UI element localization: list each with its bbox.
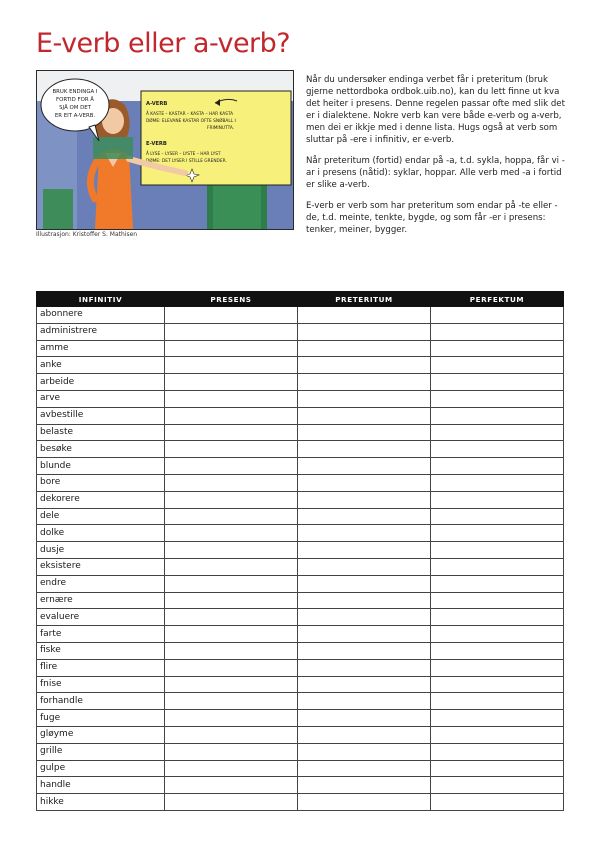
table-row [37, 525, 564, 542]
header-presens: PRESENS [165, 292, 298, 307]
presens-answer-cell[interactable] [165, 794, 298, 811]
preteritum-answer-cell[interactable] [298, 307, 431, 324]
preteritum-answer-cell[interactable] [298, 323, 431, 340]
presens-answer-cell[interactable] [165, 558, 298, 575]
table-row [37, 743, 564, 760]
table-row [37, 592, 564, 609]
perfektum-answer-cell[interactable] [431, 575, 564, 592]
presens-answer-cell[interactable] [165, 508, 298, 525]
infinitive-cell: arve [37, 390, 165, 407]
perfektum-answer-cell[interactable] [431, 626, 564, 643]
perfektum-answer-cell[interactable] [431, 693, 564, 710]
table-row [37, 441, 564, 458]
table-row [37, 659, 564, 676]
perfektum-answer-cell[interactable] [431, 508, 564, 525]
perfektum-answer-cell[interactable] [431, 777, 564, 794]
preteritum-answer-cell[interactable] [298, 542, 431, 559]
perfektum-answer-cell[interactable] [431, 307, 564, 324]
board-a-heading: A-VERB [146, 101, 168, 107]
paragraph-e-verb: E-verb er verb som har preteritum som endar på -te eller -de, t.d. meinte, tenkte, bygde, og som får -er i presens: tenker, meiner, bygger. [306, 201, 558, 235]
header-preteritum: PRETERITUM [298, 292, 431, 307]
table-row [37, 542, 564, 559]
perfektum-answer-cell[interactable] [431, 659, 564, 676]
preteritum-answer-cell[interactable] [298, 642, 431, 659]
paragraph-rule: Når du undersøker endinga verbet får i preteritum (bruk gjerne nettordboka ordbok.uib.no), kan du lett finne ut kva det heiter i presens. Denne regelen passar ofte med slik det er i dialektene. Nokre verb kan vere både e-verb og a-verb, men dei er ikkje med i denne lista. Hugs også at verb som sluttar på -ere i infinitiv, er e-verb. [306, 75, 565, 145]
comic-illustration [36, 70, 294, 230]
infinitive-cell: dolke [37, 525, 165, 542]
perfektum-answer-cell[interactable] [431, 642, 564, 659]
presens-answer-cell[interactable] [165, 458, 298, 475]
table-row [37, 676, 564, 693]
board-a-line1: Å KASTE – KASTAR – KASTA – HAR KASTA [146, 112, 234, 117]
perfektum-answer-cell[interactable] [431, 390, 564, 407]
presens-answer-cell[interactable] [165, 592, 298, 609]
table-row [37, 642, 564, 659]
perfektum-answer-cell[interactable] [431, 407, 564, 424]
table-row [37, 626, 564, 643]
presens-answer-cell[interactable] [165, 642, 298, 659]
page-title: E-verb eller a-verb? [36, 28, 291, 59]
table-row [37, 710, 564, 727]
header-perfektum: PERFEKTUM [431, 292, 564, 307]
presens-answer-cell[interactable] [165, 760, 298, 777]
infinitive-cell: amme [37, 340, 165, 357]
preteritum-answer-cell[interactable] [298, 777, 431, 794]
infinitive-cell: fnise [37, 676, 165, 693]
infinitive-cell: eksistere [37, 558, 165, 575]
presens-answer-cell[interactable] [165, 491, 298, 508]
infinitive-cell: evaluere [37, 609, 165, 626]
preteritum-answer-cell[interactable] [298, 693, 431, 710]
infinitive-cell: anke [37, 357, 165, 374]
infinitive-cell: besøke [37, 441, 165, 458]
board-e-line1: Å LYSE – LYSER – LYSTE – HAR LYST [146, 152, 221, 157]
infinitive-cell: endre [37, 575, 165, 592]
preteritum-answer-cell[interactable] [298, 676, 431, 693]
infinitive-cell: grille [37, 743, 165, 760]
board-a-line3: FRIMINUTTA. [207, 126, 235, 131]
table-row [37, 558, 564, 575]
infinitive-cell: dekorere [37, 491, 165, 508]
infinitive-cell: gulpe [37, 760, 165, 777]
presens-answer-cell[interactable] [165, 525, 298, 542]
perfektum-answer-cell[interactable] [431, 525, 564, 542]
infinitive-cell: administrere [37, 323, 165, 340]
table-row [37, 474, 564, 491]
infinitive-cell: fuge [37, 710, 165, 727]
perfektum-answer-cell[interactable] [431, 710, 564, 727]
table-row [37, 424, 564, 441]
perfektum-answer-cell[interactable] [431, 374, 564, 391]
illustration-credit: Illustrasjon: Kristoffer S. Mathisen [36, 231, 138, 238]
preteritum-answer-cell[interactable] [298, 760, 431, 777]
preteritum-answer-cell[interactable] [298, 458, 431, 475]
table-row [37, 760, 564, 777]
table-row [37, 357, 564, 374]
bubble-line4: ER EIT A-VERB. [54, 113, 96, 119]
presens-answer-cell[interactable] [165, 777, 298, 794]
table-row [37, 794, 564, 811]
infinitive-cell: dele [37, 508, 165, 525]
preteritum-answer-cell[interactable] [298, 474, 431, 491]
table-row [37, 609, 564, 626]
presens-answer-cell[interactable] [165, 726, 298, 743]
presens-answer-cell[interactable] [165, 424, 298, 441]
perfektum-answer-cell[interactable] [431, 340, 564, 357]
paragraph-a-verb: Når preteritum (fortid) endar på -a, t.d. sykla, hoppa, får vi -ar i presens (nåtid): syklar, hoppar. Alle verb med -a i fortid er slike a-verb. [306, 156, 565, 190]
presens-answer-cell[interactable] [165, 441, 298, 458]
perfektum-answer-cell[interactable] [431, 542, 564, 559]
bubble-line1: BRUK ENDINGA I [52, 89, 98, 95]
verb-table [36, 291, 564, 811]
presens-answer-cell[interactable] [165, 407, 298, 424]
chair [43, 189, 73, 229]
preteritum-answer-cell[interactable] [298, 508, 431, 525]
preteritum-answer-cell[interactable] [298, 710, 431, 727]
table-row [37, 390, 564, 407]
table-row [37, 777, 564, 794]
presens-answer-cell[interactable] [165, 676, 298, 693]
presens-answer-cell[interactable] [165, 575, 298, 592]
preteritum-answer-cell[interactable] [298, 340, 431, 357]
perfektum-answer-cell[interactable] [431, 474, 564, 491]
board-e-heading: E-VERB [146, 141, 167, 147]
infinitive-cell: ernære [37, 592, 165, 609]
table-row [37, 323, 564, 340]
presens-answer-cell[interactable] [165, 743, 298, 760]
preteritum-answer-cell[interactable] [298, 357, 431, 374]
preteritum-answer-cell[interactable] [298, 575, 431, 592]
presens-answer-cell[interactable] [165, 710, 298, 727]
table-row [37, 726, 564, 743]
header-infinitiv: INFINITIV [37, 292, 165, 307]
presens-answer-cell[interactable] [165, 659, 298, 676]
perfektum-answer-cell[interactable] [431, 743, 564, 760]
preteritum-answer-cell[interactable] [298, 726, 431, 743]
infinitive-cell: dusje [37, 542, 165, 559]
perfektum-answer-cell[interactable] [431, 491, 564, 508]
presens-answer-cell[interactable] [165, 626, 298, 643]
presens-answer-cell[interactable] [165, 307, 298, 324]
table-header-row [37, 292, 564, 307]
presens-answer-cell[interactable] [165, 693, 298, 710]
infinitive-cell: hikke [37, 794, 165, 811]
infinitive-cell: forhandle [37, 693, 165, 710]
infinitive-cell: belaste [37, 424, 165, 441]
preteritum-answer-cell[interactable] [298, 659, 431, 676]
infinitive-cell: handle [37, 777, 165, 794]
perfektum-answer-cell[interactable] [431, 676, 564, 693]
perfektum-answer-cell[interactable] [431, 357, 564, 374]
infinitive-cell: blunde [37, 458, 165, 475]
presens-answer-cell[interactable] [165, 374, 298, 391]
table-row [37, 491, 564, 508]
board-e-line2: DØME: DET LYSER I STILLE GRENDER. [146, 159, 227, 164]
verb-table-body [37, 307, 564, 811]
table-row [37, 340, 564, 357]
preteritum-answer-cell[interactable] [298, 424, 431, 441]
preteritum-answer-cell[interactable] [298, 609, 431, 626]
infinitive-cell: fiske [37, 642, 165, 659]
perfektum-answer-cell[interactable] [431, 592, 564, 609]
infinitive-cell: abonnere [37, 307, 165, 324]
presens-answer-cell[interactable] [165, 474, 298, 491]
preteritum-answer-cell[interactable] [298, 390, 431, 407]
infinitive-cell: flire [37, 659, 165, 676]
perfektum-answer-cell[interactable] [431, 726, 564, 743]
infinitive-cell: farte [37, 626, 165, 643]
bubble-line2: FORTID FOR Å [56, 97, 94, 103]
perfektum-answer-cell[interactable] [431, 794, 564, 811]
presens-answer-cell[interactable] [165, 340, 298, 357]
preteritum-answer-cell[interactable] [298, 374, 431, 391]
infinitive-cell: gløyme [37, 726, 165, 743]
table-row [37, 407, 564, 424]
infinitive-cell: avbestille [37, 407, 165, 424]
perfektum-answer-cell[interactable] [431, 458, 564, 475]
board-a-line2: DØME: ELEVANE KASTAR OFTE SNØBALL I [146, 119, 236, 124]
presens-answer-cell[interactable] [165, 357, 298, 374]
presens-answer-cell[interactable] [165, 609, 298, 626]
preteritum-answer-cell[interactable] [298, 794, 431, 811]
instructions [306, 74, 568, 245]
preteritum-answer-cell[interactable] [298, 407, 431, 424]
perfektum-answer-cell[interactable] [431, 441, 564, 458]
table-row [37, 307, 564, 324]
perfektum-answer-cell[interactable] [431, 609, 564, 626]
table-row [37, 458, 564, 475]
presens-answer-cell[interactable] [165, 542, 298, 559]
preteritum-answer-cell[interactable] [298, 491, 431, 508]
perfektum-answer-cell[interactable] [431, 558, 564, 575]
illustration-drawing [37, 71, 293, 229]
table-row [37, 575, 564, 592]
preteritum-answer-cell[interactable] [298, 743, 431, 760]
presens-answer-cell[interactable] [165, 323, 298, 340]
preteritum-answer-cell[interactable] [298, 558, 431, 575]
preteritum-answer-cell[interactable] [298, 592, 431, 609]
bubble-line3: SJÅ OM DET [59, 105, 91, 111]
table-row [37, 693, 564, 710]
presens-answer-cell[interactable] [165, 390, 298, 407]
preteritum-answer-cell[interactable] [298, 626, 431, 643]
perfektum-answer-cell[interactable] [431, 760, 564, 777]
preteritum-answer-cell[interactable] [298, 441, 431, 458]
table-row [37, 508, 564, 525]
table-row [37, 374, 564, 391]
infinitive-cell: bore [37, 474, 165, 491]
perfektum-answer-cell[interactable] [431, 323, 564, 340]
infinitive-cell: arbeide [37, 374, 165, 391]
perfektum-answer-cell[interactable] [431, 424, 564, 441]
preteritum-answer-cell[interactable] [298, 525, 431, 542]
